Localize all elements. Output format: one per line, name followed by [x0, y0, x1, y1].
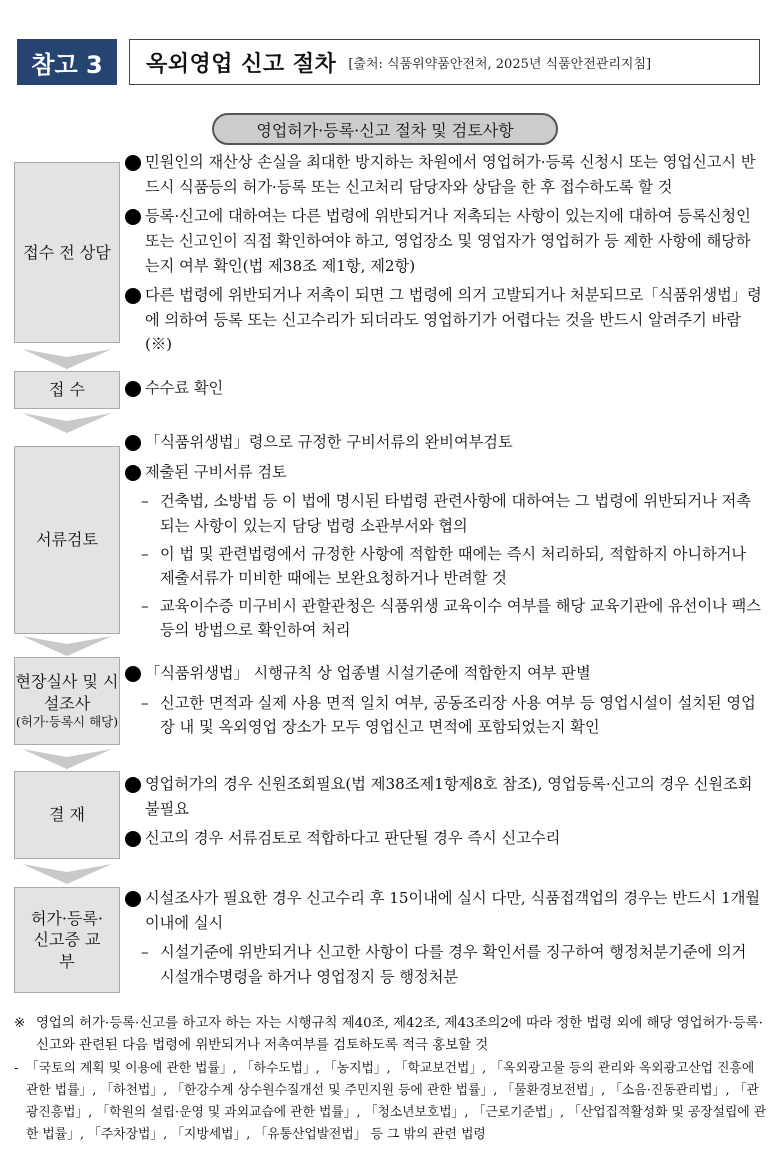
stage-site-inspection	[14, 657, 120, 745]
bullet-dot-icon	[125, 155, 141, 171]
reference-mark-icon: ※	[14, 1016, 26, 1031]
dash-text: 교육이수증 미구비시 관할관청은 식품위생 교육이수 여부를 해당 교육기관에 유선이나 팩스 등의 방법으로 확인하여 처리	[160, 596, 761, 640]
bullet-text: 신고의 경우 서류검토로 적합하다고 판단될 경우 즉시 신고수리	[145, 829, 561, 848]
stage-document-review-content	[124, 430, 764, 646]
bullet-text: 민원인의 재산상 손실을 최대한 방지하는 차원에서 영업허가·등록 신청시 또는 영업신고시 반드시 식품등의 허가·등록 또는 신고처리 담당자와 상담을 한 후 접수하도록 할 것	[145, 153, 756, 196]
footnote	[14, 1013, 770, 1145]
source-citation: [출처: 식품위약품안전처, 2025년 식품안전관리지침]	[348, 56, 652, 72]
bullet-item	[124, 661, 764, 686]
bullet-text: 「식품위생법」령으로 규정한 구비서류의 완비여부검토	[145, 433, 513, 451]
bullet-dot-icon	[125, 666, 141, 682]
flow-arrow-icon	[22, 349, 112, 369]
dash-item	[124, 489, 764, 538]
stage-sublabel: (허가·등록시 해당)	[15, 714, 119, 730]
title-box	[129, 39, 760, 85]
dash-item	[124, 594, 764, 643]
stage-approval-content	[124, 772, 764, 856]
bullet-text: 등록·신고에 대하여는 다른 법령에 위반되거나 저촉되는 사항이 있는지에 대하여 등록신청인 또는 신고인이 직접 확인하여야 하고, 영업장소 및 영업자가 영업허가 등 제한 사항에 해당하는지 여부 확인(법 제38조 제1항, 제2항)	[145, 207, 751, 275]
footnote-text: 영업의 허가·등록·신고를 하고자 하는 자는 시행규칙 제40조, 제42조, 제43조의2에 따라 정한 법령 외에 해당 영업허가·등록·신고와 관련된 다음 법령에 위반되거나 저촉여부를 검토하도록 적극 홍보할 것	[36, 1016, 763, 1053]
bullet-item	[124, 376, 764, 401]
header	[17, 39, 760, 85]
stage-label: 서류검토	[36, 530, 98, 550]
stage-label: 결 재	[49, 805, 85, 825]
reference-badge: 참고 3	[17, 39, 117, 85]
stage-certificate-issue	[14, 887, 120, 993]
bullet-dot-icon	[125, 288, 141, 304]
stage-document-review	[14, 446, 120, 634]
bullet-text: 제출된 구비서류 검토	[145, 462, 287, 481]
bullet-text: 다른 법령에 위반되거나 저촉이 되면 그 법령에 의거 고발되거나 처분되므로「식품위생법」령에 의하여 등록 또는 신고수리가 되더라도 영업하기가 어렵다는 것을 반드시 알려주기 바람(※)	[145, 286, 762, 354]
stage-label: 접 수	[49, 380, 85, 400]
bullet-dot-icon	[125, 435, 141, 451]
related-laws-text: 「국토의 계획 및 이용에 관한 법률」, 「하수도법」, 「농지법」, 「학교보건법」, 「옥외광고물 등의 관리와 옥외광고산업 진흥에 관한 법률」, 「하천법」, 「한강수계 상수원수질개선 및 주민지원 등에 관한 법률」, 「물환경보전법」, 「소음·진동관리법」, 「관광진흥법」, 「학원의 설립·운영 및 과외교습에 관한 법률」, 「청소년보호법」, 「근로기준법」, 「산업집적활성화 및 공장설립에 관한 법률」, 「주차장법」, 「지방세법」, 「유통산업발전법」 등 그 밖의 관련 법령	[26, 1061, 767, 1142]
flow-arrow-icon	[22, 864, 112, 884]
bullet-item	[124, 283, 764, 357]
stage-certificate-issue-content	[124, 886, 764, 993]
stage-site-inspection-content	[124, 661, 764, 743]
section-title: 영업허가·등록·신고 절차 및 검토사항	[212, 113, 558, 145]
footnote-main	[14, 1013, 770, 1056]
flow-arrow-icon	[22, 413, 112, 433]
stage-receipt-content	[124, 376, 764, 406]
dash-item	[124, 940, 764, 989]
bullet-text: 수수료 확인	[145, 379, 224, 397]
bullet-dot-icon	[125, 891, 141, 907]
bullet-item	[124, 460, 764, 485]
list-dash: -	[14, 1061, 19, 1077]
dash-item	[124, 542, 764, 591]
stage-consultation	[14, 162, 120, 343]
flow-arrow-icon	[22, 636, 112, 656]
bullet-text: 영업허가의 경우 신원조회필요(법 제38조제1항제8호 참조), 영업등록·신고의 경우 신원조회 불필요	[145, 775, 753, 818]
stage-label: 접수 전 상담	[23, 242, 111, 262]
dash-text: 이 법 및 관련법령에서 규정한 사항에 적합한 때에는 즉시 처리하되, 적합하지 아니하거나 제출서류가 미비한 때에는 보완요청하거나 반려할 것	[160, 544, 747, 588]
stage-consultation-content	[124, 150, 764, 362]
bullet-text: 시설조사가 필요한 경우 신고수리 후 15이내에 실시 다만, 식품접객업의 경우는 반드시 1개월 이내에 실시	[145, 889, 761, 932]
bullet-dot-icon	[125, 209, 141, 225]
stage-approval	[14, 771, 120, 859]
dash-text: 건축법, 소방법 등 이 법에 명시된 타법령 관련사항에 대하여는 그 법령에 위반되거나 저촉되는 사항이 있는지 담당 법령 소관부서와 협의	[160, 492, 751, 535]
bullet-dot-icon	[125, 381, 141, 397]
bullet-item	[124, 772, 764, 821]
bullet-text: 「식품위생법」 시행규칙 상 업종별 시설기준에 적합한지 여부 판별	[145, 664, 591, 682]
stage-receipt	[14, 371, 120, 409]
related-laws-list	[14, 1058, 770, 1145]
bullet-dot-icon	[125, 465, 141, 481]
bullet-dot-icon	[125, 777, 141, 793]
bullet-item	[124, 204, 764, 278]
stage-label: 허가·등록· 신고증 교부	[31, 908, 103, 971]
dash-item	[124, 691, 764, 740]
dash-text: 시설기준에 위반되거나 신고한 사항이 다를 경우 확인서를 징구하여 행정처분기준에 의거 시설개수명령을 하거나 영업정지 등 행정처분	[160, 943, 747, 986]
bullet-item	[124, 430, 764, 455]
stage-label: 현장실사 및 시설조사	[15, 671, 119, 713]
page-title: 옥외영업 신고 절차	[146, 51, 337, 77]
dash-text: 신고한 면적과 실제 사용 면적 일치 여부, 공동조리장 사용 여부 등 영업시설이 설치된 영업장 내 및 옥외영업 장소가 모두 영업신고 면적에 포함되었는지 확인	[160, 693, 756, 737]
bullet-dot-icon	[125, 831, 141, 847]
bullet-item	[124, 826, 764, 851]
bullet-item	[124, 886, 764, 935]
flow-arrow-icon	[22, 749, 112, 769]
bullet-item	[124, 150, 764, 199]
